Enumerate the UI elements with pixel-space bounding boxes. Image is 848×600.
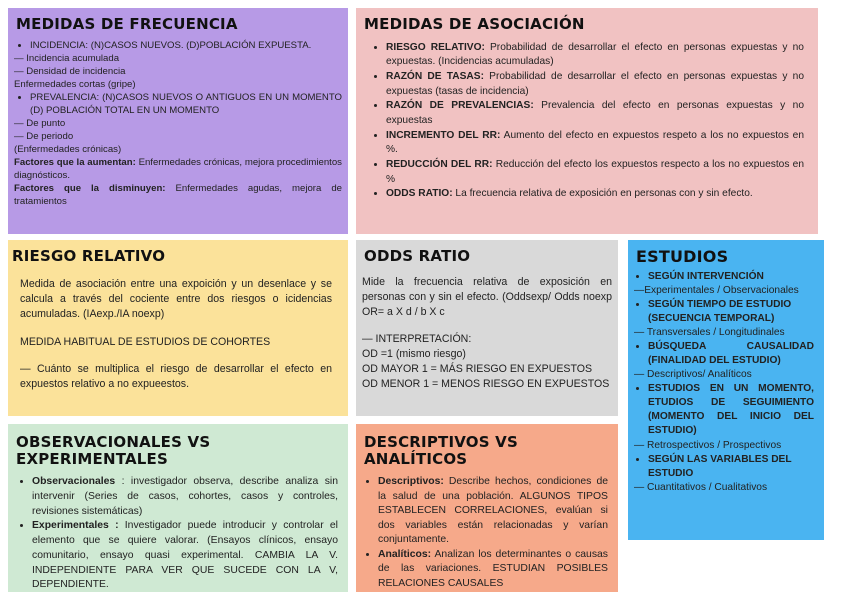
card-estudios <box>628 240 824 540</box>
factores-disminuyen <box>14 182 342 208</box>
line-de-punto: — De punto <box>14 117 66 129</box>
item-label: REDUCCIÓN DEL RR: <box>386 159 493 170</box>
line-incidencia-acumulada: — Incidencia acumulada <box>14 52 120 64</box>
factores-aumentan-label: Factores que la aumentan: <box>14 156 136 168</box>
rr-interpretacion: — Cuánto se multiplica el riesgo de desarrollar el efecto en expuestos relativo a no expueestos. <box>20 362 332 391</box>
item-text: Aumento del efecto en expuestos respeto a los no expuestos en %. <box>386 129 804 156</box>
factores-disminuyen-text: Enfermedades agudas, mejora de tratamientos <box>14 183 342 208</box>
item-text: Probabilidad de desarrollar el efecto en personas expuestas y no expuestas (tasas de incidencia) <box>386 70 804 97</box>
item-label: Observacionales <box>32 476 116 487</box>
card-title: DESCRIPTIVOS VS ANALÍTICOS <box>364 433 518 468</box>
line-enfermedades-cortas: Enfermedades cortas (gripe) <box>14 78 136 90</box>
item-label: Experimentales : <box>32 520 119 532</box>
card-observacionales-experimentales <box>8 424 348 592</box>
item-text: : investigador observa, describe analiza sin intervenir (Series de casos, cohortes, casos y controles, revisiones sistemáticas) <box>32 476 338 517</box>
or-definicion: Mide la frecuencia relativa de exposición en personas con y sin el efecto. (Oddsexp/ Odds noexp OR= a X d / b X c <box>362 275 612 318</box>
item-label: Descriptivos: <box>378 476 444 487</box>
estudios-tipos: — Descriptivos/ Analíticos <box>634 369 752 381</box>
estudios-criterio: • SEGÚN LAS VARIABLES DEL ESTUDIO <box>648 453 814 481</box>
rr-definicion: Medida de asociación entre una expoición y un desenlace y se calcula a través del cociente entre dos riesgos o icidencias acumuladas. (IAexp./IA noexp) <box>20 277 332 321</box>
estudios-tipos: —Experimentales / Observacionales <box>634 284 799 296</box>
item-text: Describe hechos, condiciones de la salud de una población. ALGUNOS TIPOS ESTABLECEN CORRELACIONES, evalúan si dos variables están relacionadas y varían conjuntamente. <box>378 476 608 546</box>
estudios-criterio: • BÚSQUEDA CAUSALIDAD (FINALIDAD DEL ESTUDIO) <box>648 340 814 368</box>
bullet-incidencia: • INCIDENCIA: (N)CASOS NUEVOS. (D)POBLACIÓN EXPUESTA. <box>30 39 342 52</box>
rr-cohortes: MEDIDA HABITUAL DE ESTUDIOS DE COHORTES <box>20 335 271 348</box>
card-title: MEDIDAS DE FRECUENCIA <box>16 15 238 33</box>
asociacion-item <box>386 70 804 99</box>
estudios-criterio: • SEGÚN INTERVENCIÓN <box>648 270 814 284</box>
estudios-tipos: — Retrospectivos / Prospectivos <box>634 439 782 451</box>
item-label: Analíticos: <box>378 548 432 560</box>
asociacion-item <box>386 99 804 128</box>
factores-aumentan-text: Enfermedades crónicas, mejora procedimientos diagnósticos. <box>14 156 342 181</box>
bullet-analiticos <box>378 548 608 592</box>
card-descriptivos-analiticos <box>356 424 618 592</box>
estudios-criterio: • ESTUDIOS EN UN MOMENTO, ETUDIOS DE SEGUIMIENTO (MOMENTO DEL INICIO DEL ESTUDIO) <box>648 382 814 438</box>
card-riesgo-relativo <box>8 240 348 416</box>
item-text: Probabilidad de desarrollar el efecto en personas expuestas y no expuestas. (Incidencias acumuladas) <box>386 41 804 68</box>
item-label: RIESGO RELATIVO: <box>386 41 485 53</box>
item-label: RAZÓN DE PREVALENCIAS: <box>386 100 534 112</box>
card-title: RIESGO RELATIVO <box>12 247 166 265</box>
or-interpretacion-label: — INTERPRETACIÓN: <box>362 332 472 345</box>
card-title: MEDIDAS DE ASOCIACIÓN <box>364 15 585 33</box>
item-label: INCREMENTO DEL RR: <box>386 129 501 141</box>
line-enfermedades-cronicas: (Enfermedades crónicas) <box>14 143 122 155</box>
estudios-tipos: — Cuantitativos / Cualitativos <box>634 481 768 493</box>
bullet-descriptivos <box>378 475 608 548</box>
item-label: RAZÓN DE TASAS: <box>386 70 484 82</box>
card-medidas-frecuencia <box>8 8 348 234</box>
line-densidad-incidencia: — Densidad de incidencia <box>14 65 126 77</box>
card-title: ESTUDIOS <box>636 247 729 266</box>
item-text: Reducción del efecto los expuestos respecto a los no expuestos en % <box>386 159 804 185</box>
or-mayor-1: OD MAYOR 1 = MÁS RIESGO EN EXPUESTOS <box>362 362 593 375</box>
asociacion-item <box>386 158 804 187</box>
bullet-experimentales <box>32 519 338 592</box>
item-text: La frecuencia relativa de exposición en personas con y sin efecto. <box>452 188 753 200</box>
asociacion-item <box>386 129 804 158</box>
item-label: ODDS RATIO: <box>386 188 453 200</box>
estudios-criterio: • SEGÚN TIEMPO DE ESTUDIO (SECUENCIA TEMPORAL) <box>648 298 814 326</box>
factores-aumentan <box>14 156 342 182</box>
factores-disminuyen-label: Factores que la disminuyen: <box>14 183 166 195</box>
item-text: Investigador puede introducir y controlar el elemento que se quiere valorar. (Ensayos clínicos, ensayo comunitario, ensayo quasi experimental. CAMBIA LA V. INDEPENDIENTE PARA VER QUE SUCEDE CON LA V, DEPENDIENTE. <box>32 520 338 591</box>
item-text: Analizan los determinantes o causas de las variaciones. ESTUDIAN POSIBLES RELACIONES CAUSALES <box>378 548 608 589</box>
item-text: Prevalencia del efecto en personas expuestas y no expuestas <box>386 100 804 126</box>
asociacion-item <box>386 187 804 202</box>
asociacion-item <box>386 41 804 70</box>
or-menor-1: OD MENOR 1 = MENOS RIESGO EN EXPUESTOS <box>362 377 610 390</box>
line-de-periodo: — De periodo <box>14 130 74 142</box>
card-medidas-asociacion <box>356 8 818 234</box>
card-title: OBSERVACIONALES VS EXPERIMENTALES <box>16 433 211 468</box>
bullet-prevalencia: • PREVALENCIA: (N)CASOS NUEVOS O ANTIGUOS EN UN MOMENTO (D) POBLACIÓN TOTAL EN UN MOMENTO <box>30 91 342 117</box>
card-title: ODDS RATIO <box>364 247 471 265</box>
or-igual-1: OD =1 (mismo riesgo) <box>362 347 466 360</box>
estudios-tipos: — Transversales / Longitudinales <box>634 326 785 338</box>
card-odds-ratio <box>356 240 618 416</box>
bullet-observacionales <box>32 475 338 519</box>
